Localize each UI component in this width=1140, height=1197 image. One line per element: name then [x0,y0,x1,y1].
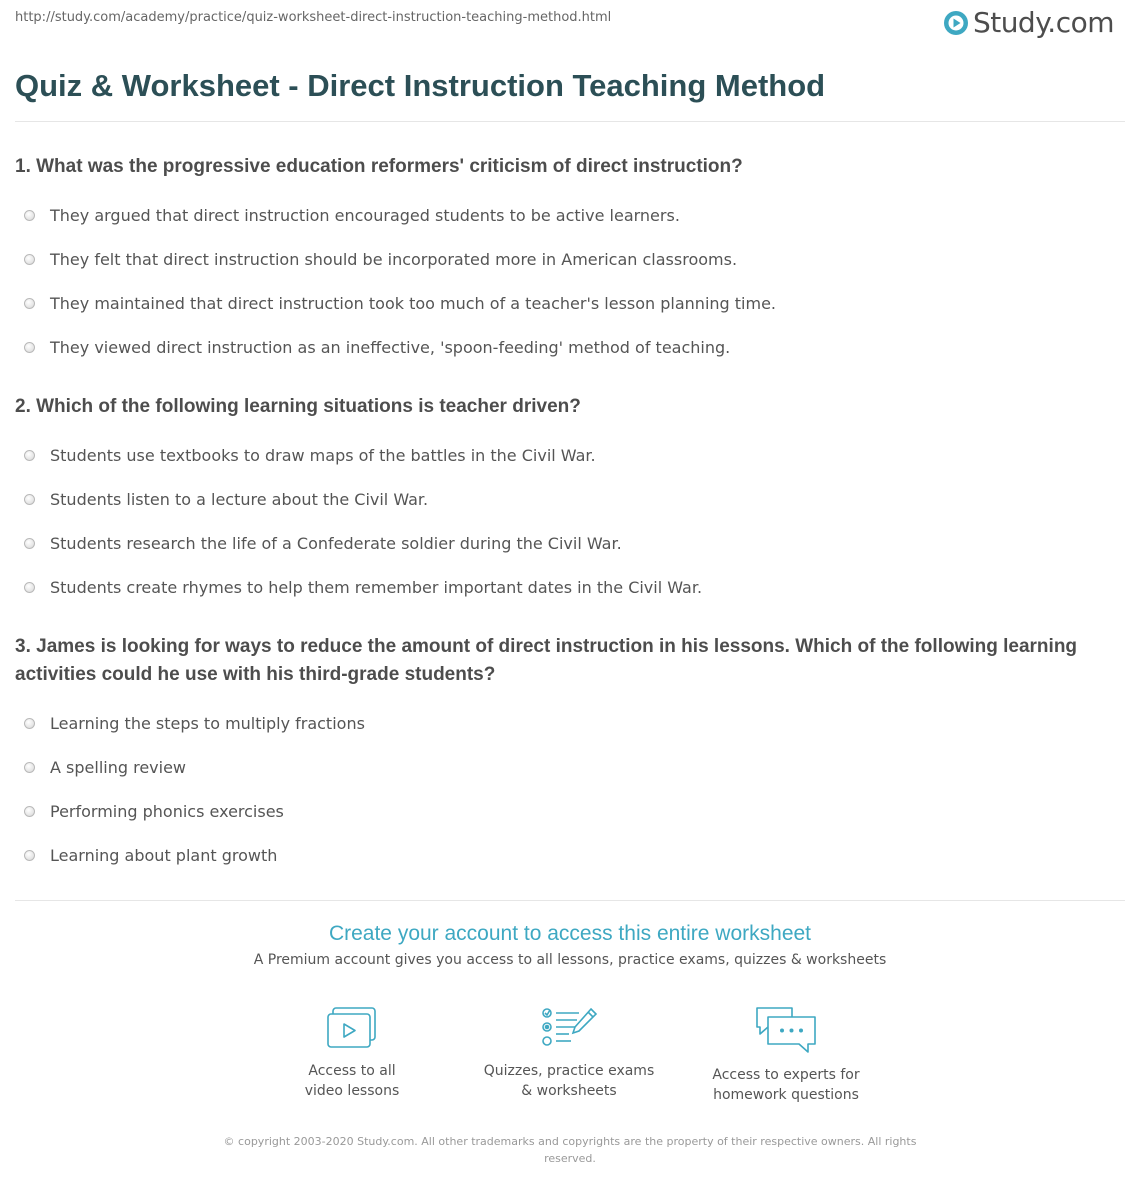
question-1 [15,153,1115,369]
feature-label [686,1065,886,1105]
radio-button[interactable] [24,298,35,309]
study-logo[interactable] [943,6,1114,39]
feature-label-line2: & worksheets [521,1083,617,1099]
radio-button[interactable] [24,450,35,461]
feature-quizzes [469,1005,669,1101]
copyright-line2: reserved. [544,1152,596,1165]
radio-button[interactable] [24,254,35,265]
answer-text: Students use textbooks to draw maps of the battles in the Civil War. [50,445,596,465]
answer-text: They viewed direct instruction as an ineffective, 'spoon-feeding' method of teaching. [50,337,731,357]
answer-text: Learning the steps to multiply fractions [50,713,365,733]
answer-option[interactable] [24,701,1115,745]
answer-text: Performing phonics exercises [50,801,284,821]
feature-label-line1: Access to all [308,1063,396,1079]
radio-button[interactable] [24,210,35,221]
question-2 [15,393,1115,609]
answer-option[interactable] [24,193,1115,237]
answer-option[interactable] [24,477,1115,521]
chat-experts-icon [754,1005,818,1055]
title-divider [15,121,1125,122]
video-lessons-icon [325,1005,379,1051]
feature-label-line1: Quizzes, practice exams [483,1063,655,1079]
radio-button[interactable] [24,762,35,773]
answer-option[interactable] [24,745,1115,789]
radio-button[interactable] [24,806,35,817]
answer-text: Students listen to a lecture about the Civil War. [50,489,429,509]
answer-text: They argued that direct instruction encouraged students to be active learners. [50,205,680,225]
answer-option[interactable] [24,521,1115,565]
feature-label [469,1061,669,1101]
page-url: http://study.com/academy/practice/quiz-worksheet-direct-instruction-teaching-method.html [15,10,612,25]
answer-text: Students create rhymes to help them remember important dates in the Civil War. [50,577,703,597]
answer-text: They maintained that direct instruction took too much of a teacher's lesson planning time. [50,293,777,313]
answer-option[interactable] [24,325,1115,369]
cta-subtitle: A Premium account gives you access to all lessons, practice exams, quizzes & worksheets [253,952,887,968]
answer-option[interactable] [24,237,1115,281]
quiz-checklist-icon [539,1005,599,1051]
signup-cta [0,922,1140,968]
page-title: Quiz & Worksheet - Direct Instruction Teaching Method [15,68,826,103]
cta-divider [15,900,1125,901]
answer-option[interactable] [24,789,1115,833]
feature-label-line2: video lessons [304,1083,400,1099]
question-text: 1. What was the progressive education reformers' criticism of direct instruction? [15,156,743,177]
answer-text: A spelling review [50,757,186,777]
answer-text: They felt that direct instruction should be incorporated more in American classrooms. [50,249,738,269]
question-3 [15,633,1115,877]
cta-title[interactable]: Create your account to access this entire worksheet [328,922,812,945]
radio-button[interactable] [24,538,35,549]
answer-option[interactable] [24,281,1115,325]
question-text: 2. Which of the following learning situations is teacher driven? [15,396,581,417]
play-logo-icon [943,10,969,36]
feature-video-lessons [252,1005,452,1101]
answer-text: Students research the life of a Confederate soldier during the Civil War. [50,533,622,553]
radio-button[interactable] [24,850,35,861]
radio-button[interactable] [24,582,35,593]
logo-text: Study.com [972,6,1114,39]
feature-label-line2: homework questions [713,1087,859,1103]
answer-option[interactable] [24,833,1115,877]
feature-experts [686,1005,886,1105]
answer-option[interactable] [24,565,1115,609]
feature-label-line1: Access to experts for [712,1067,860,1083]
answer-text: Learning about plant growth [50,845,278,865]
copyright-line1: © copyright 2003-2020 Study.com. All other trademarks and copyrights are the property of their respective owners. All rights [223,1135,917,1148]
question-text: 3. James is looking for ways to reduce the amount of direct instruction in his lessons. Which of the following learning activities could he use with his third-grade students? [15,636,1078,685]
radio-button[interactable] [24,342,35,353]
radio-button[interactable] [24,494,35,505]
copyright-notice [210,1133,930,1167]
radio-button[interactable] [24,718,35,729]
answer-option[interactable] [24,433,1115,477]
feature-label [252,1061,452,1101]
